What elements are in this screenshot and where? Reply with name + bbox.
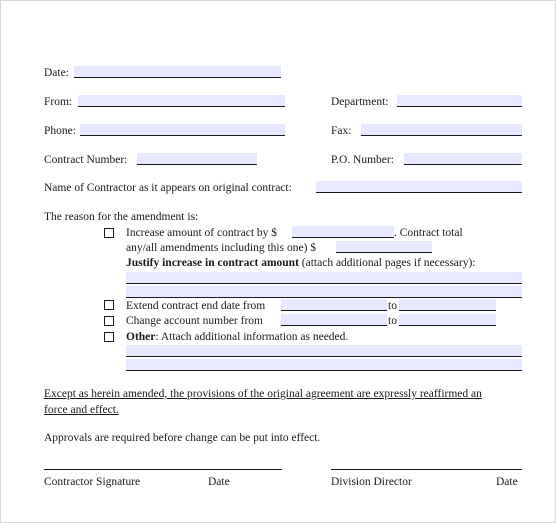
department-field[interactable]	[397, 95, 522, 107]
department-label: Department:	[331, 96, 389, 108]
reaffirm-line-2: force and effect.	[44, 404, 119, 416]
reaffirm-line-1: Except as herein amended, the provisions of the original agreement are expressly reaffirmed an	[44, 388, 482, 400]
change-account-to-label: to	[388, 315, 397, 327]
change-account-label: Change account number from	[126, 315, 263, 327]
director-signature-line[interactable]	[331, 469, 522, 470]
contractor-name-label: Name of Contractor as it appears on original contract:	[44, 182, 292, 194]
change-account-from-field[interactable]	[281, 314, 387, 326]
other-bold: Other	[126, 331, 156, 343]
from-field[interactable]	[78, 95, 285, 107]
division-director-label: Division Director	[331, 476, 412, 488]
po-number-field[interactable]	[404, 153, 522, 165]
reason-intro: The reason for the amendment is:	[44, 211, 199, 223]
contract-number-field[interactable]	[137, 153, 257, 165]
amendments-total-field[interactable]	[336, 241, 432, 253]
contractor-date-label: Date	[208, 476, 230, 488]
extend-to-label: to	[388, 300, 397, 312]
phone-field[interactable]	[80, 124, 285, 136]
extend-date-label: Extend contract end date from	[126, 300, 266, 312]
other-line-2[interactable]	[126, 359, 522, 371]
amendments-total-label: any/all amendments including this one) $	[126, 242, 317, 254]
increase-amount-checkbox[interactable]	[104, 228, 114, 238]
justify-bold: Justify increase in contract amount	[126, 257, 299, 269]
change-account-checkbox[interactable]	[104, 316, 114, 326]
phone-label: Phone:	[44, 125, 76, 137]
increase-amount-label: Increase amount of contract by $	[126, 227, 278, 239]
increase-amount-field[interactable]	[292, 226, 394, 238]
fax-label: Fax:	[331, 125, 352, 137]
contractor-signature-label: Contractor Signature	[44, 476, 141, 488]
extend-to-field[interactable]	[399, 299, 496, 311]
fax-field[interactable]	[361, 124, 522, 136]
justify-line-2[interactable]	[126, 286, 522, 298]
approvals-text: Approvals are required before change can be put into effect.	[44, 432, 321, 444]
contractor-name-field[interactable]	[316, 181, 522, 193]
from-label: From:	[44, 96, 73, 108]
director-date-label: Date	[496, 476, 518, 488]
contract-total-label: . Contract total	[394, 227, 463, 239]
justify-label	[126, 256, 476, 270]
date-label: Date:	[44, 67, 69, 79]
date-field[interactable]	[74, 66, 281, 78]
justify-line-1[interactable]	[126, 272, 522, 284]
other-rest: : Attach additional information as needed.	[155, 331, 349, 343]
contract-number-label: Contract Number:	[44, 154, 128, 166]
justify-rest: (attach additional pages if necessary):	[298, 257, 476, 269]
po-number-label: P.O. Number:	[331, 154, 394, 166]
change-account-to-field[interactable]	[399, 314, 496, 326]
other-checkbox[interactable]	[104, 332, 114, 342]
extend-from-field[interactable]	[281, 299, 387, 311]
other-label	[126, 330, 348, 344]
extend-date-checkbox[interactable]	[104, 300, 114, 310]
contractor-signature-line[interactable]	[44, 469, 282, 470]
other-line-1[interactable]	[126, 345, 522, 357]
